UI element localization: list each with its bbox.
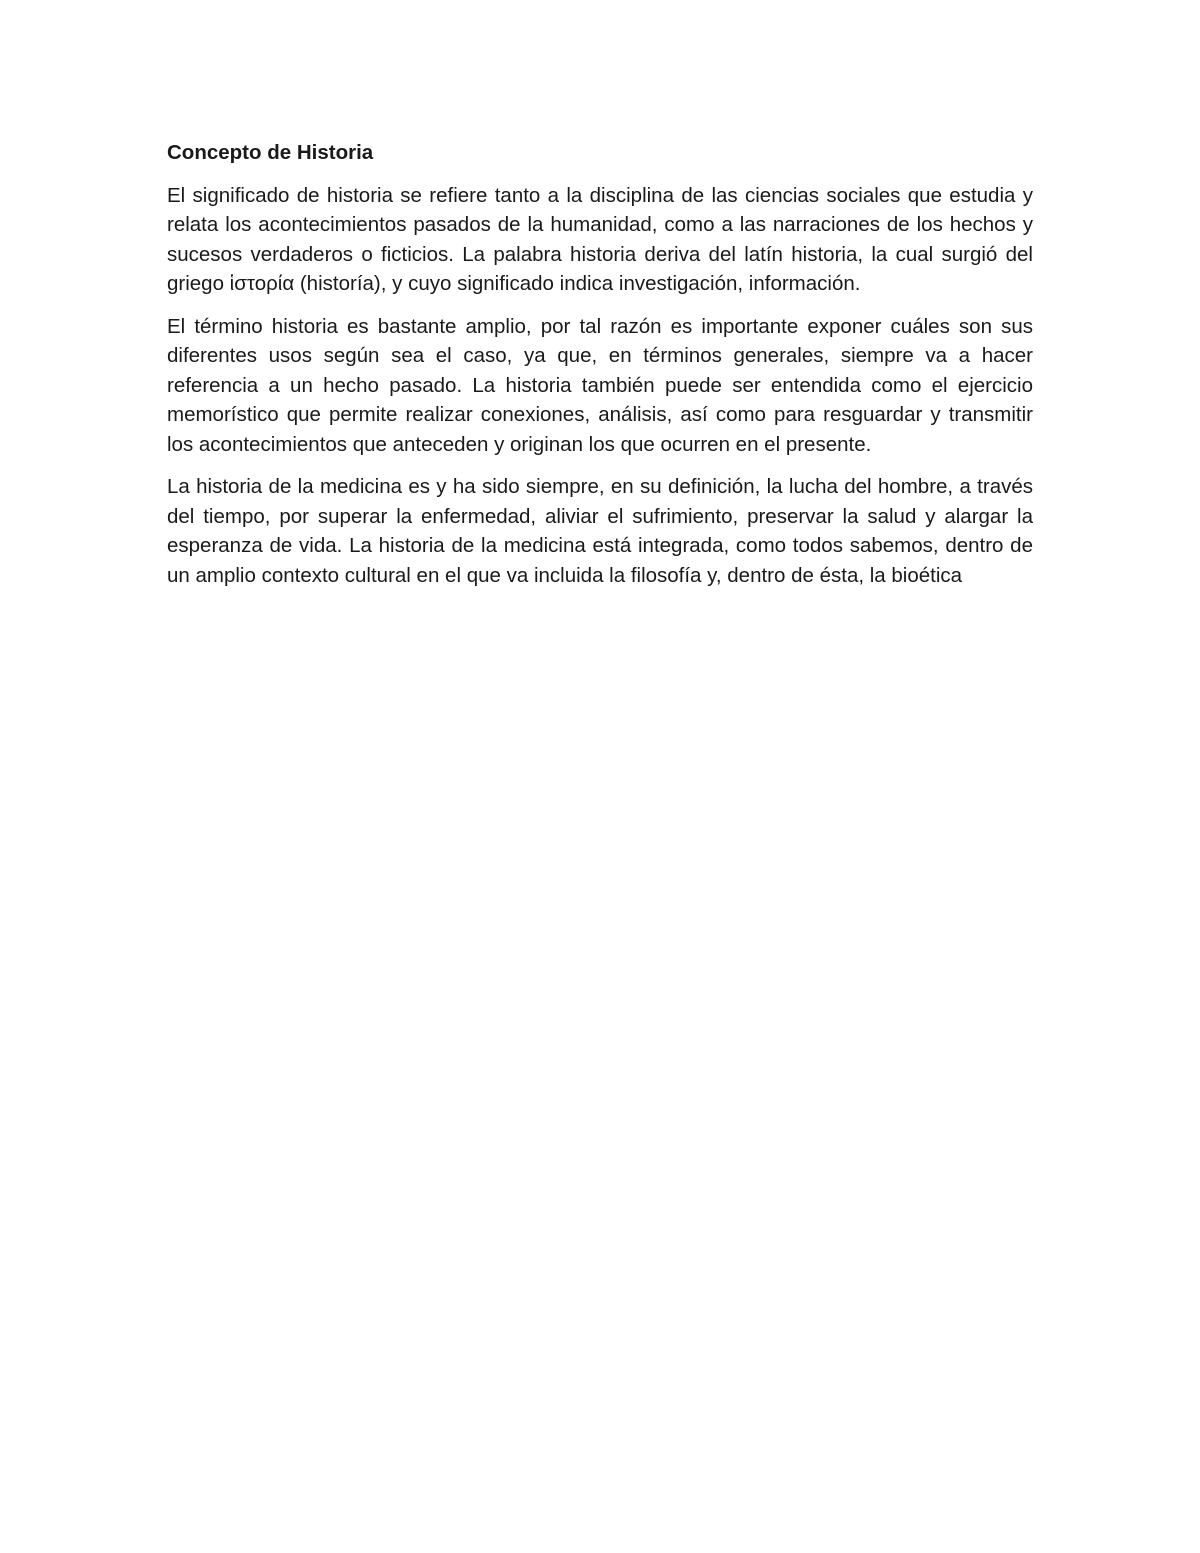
paragraph-medicine-history: La historia de la medicina es y ha sido siempre, en su definición, la lucha del hombre, a través del tiempo, por superar la enfermedad, aliviar el sufrimiento, preservar la salud y alargar la esperanza de vida. La historia de la medicina está integrada, como todos sabemos, dentro de un amplio contexto cultural en el que va incluida la filosofía y, dentro de ésta, la bioética — [167, 475, 1033, 587]
paragraph-term-usage: El término historia es bastante amplio, por tal razón es importante exponer cuáles son sus diferentes usos según sea el caso, ya que, en términos generales, siempre va a hacer referencia a un hecho pasado. La historia también puede ser entendida como el ejercicio memorístico que permite realizar conexiones, análisis, así como para resguardar y transmitir los acontecimientos que anteceden y originan los que ocurren en el presente. — [167, 314, 1033, 456]
document-body — [167, 138, 1033, 603]
document-title: Concepto de Historia — [167, 141, 374, 164]
paragraph-definition: El significado de historia se refiere tanto a la disciplina de las ciencias sociales que estudia y relata los acontecimientos pasados de la humanidad, como a las narraciones de los hechos y sucesos verdaderos o ficticios. La palabra historia deriva del latín historia, la cual surgió del griego ἱστορία (historía), y cuyo significado indica investigación, información. — [167, 183, 1033, 295]
